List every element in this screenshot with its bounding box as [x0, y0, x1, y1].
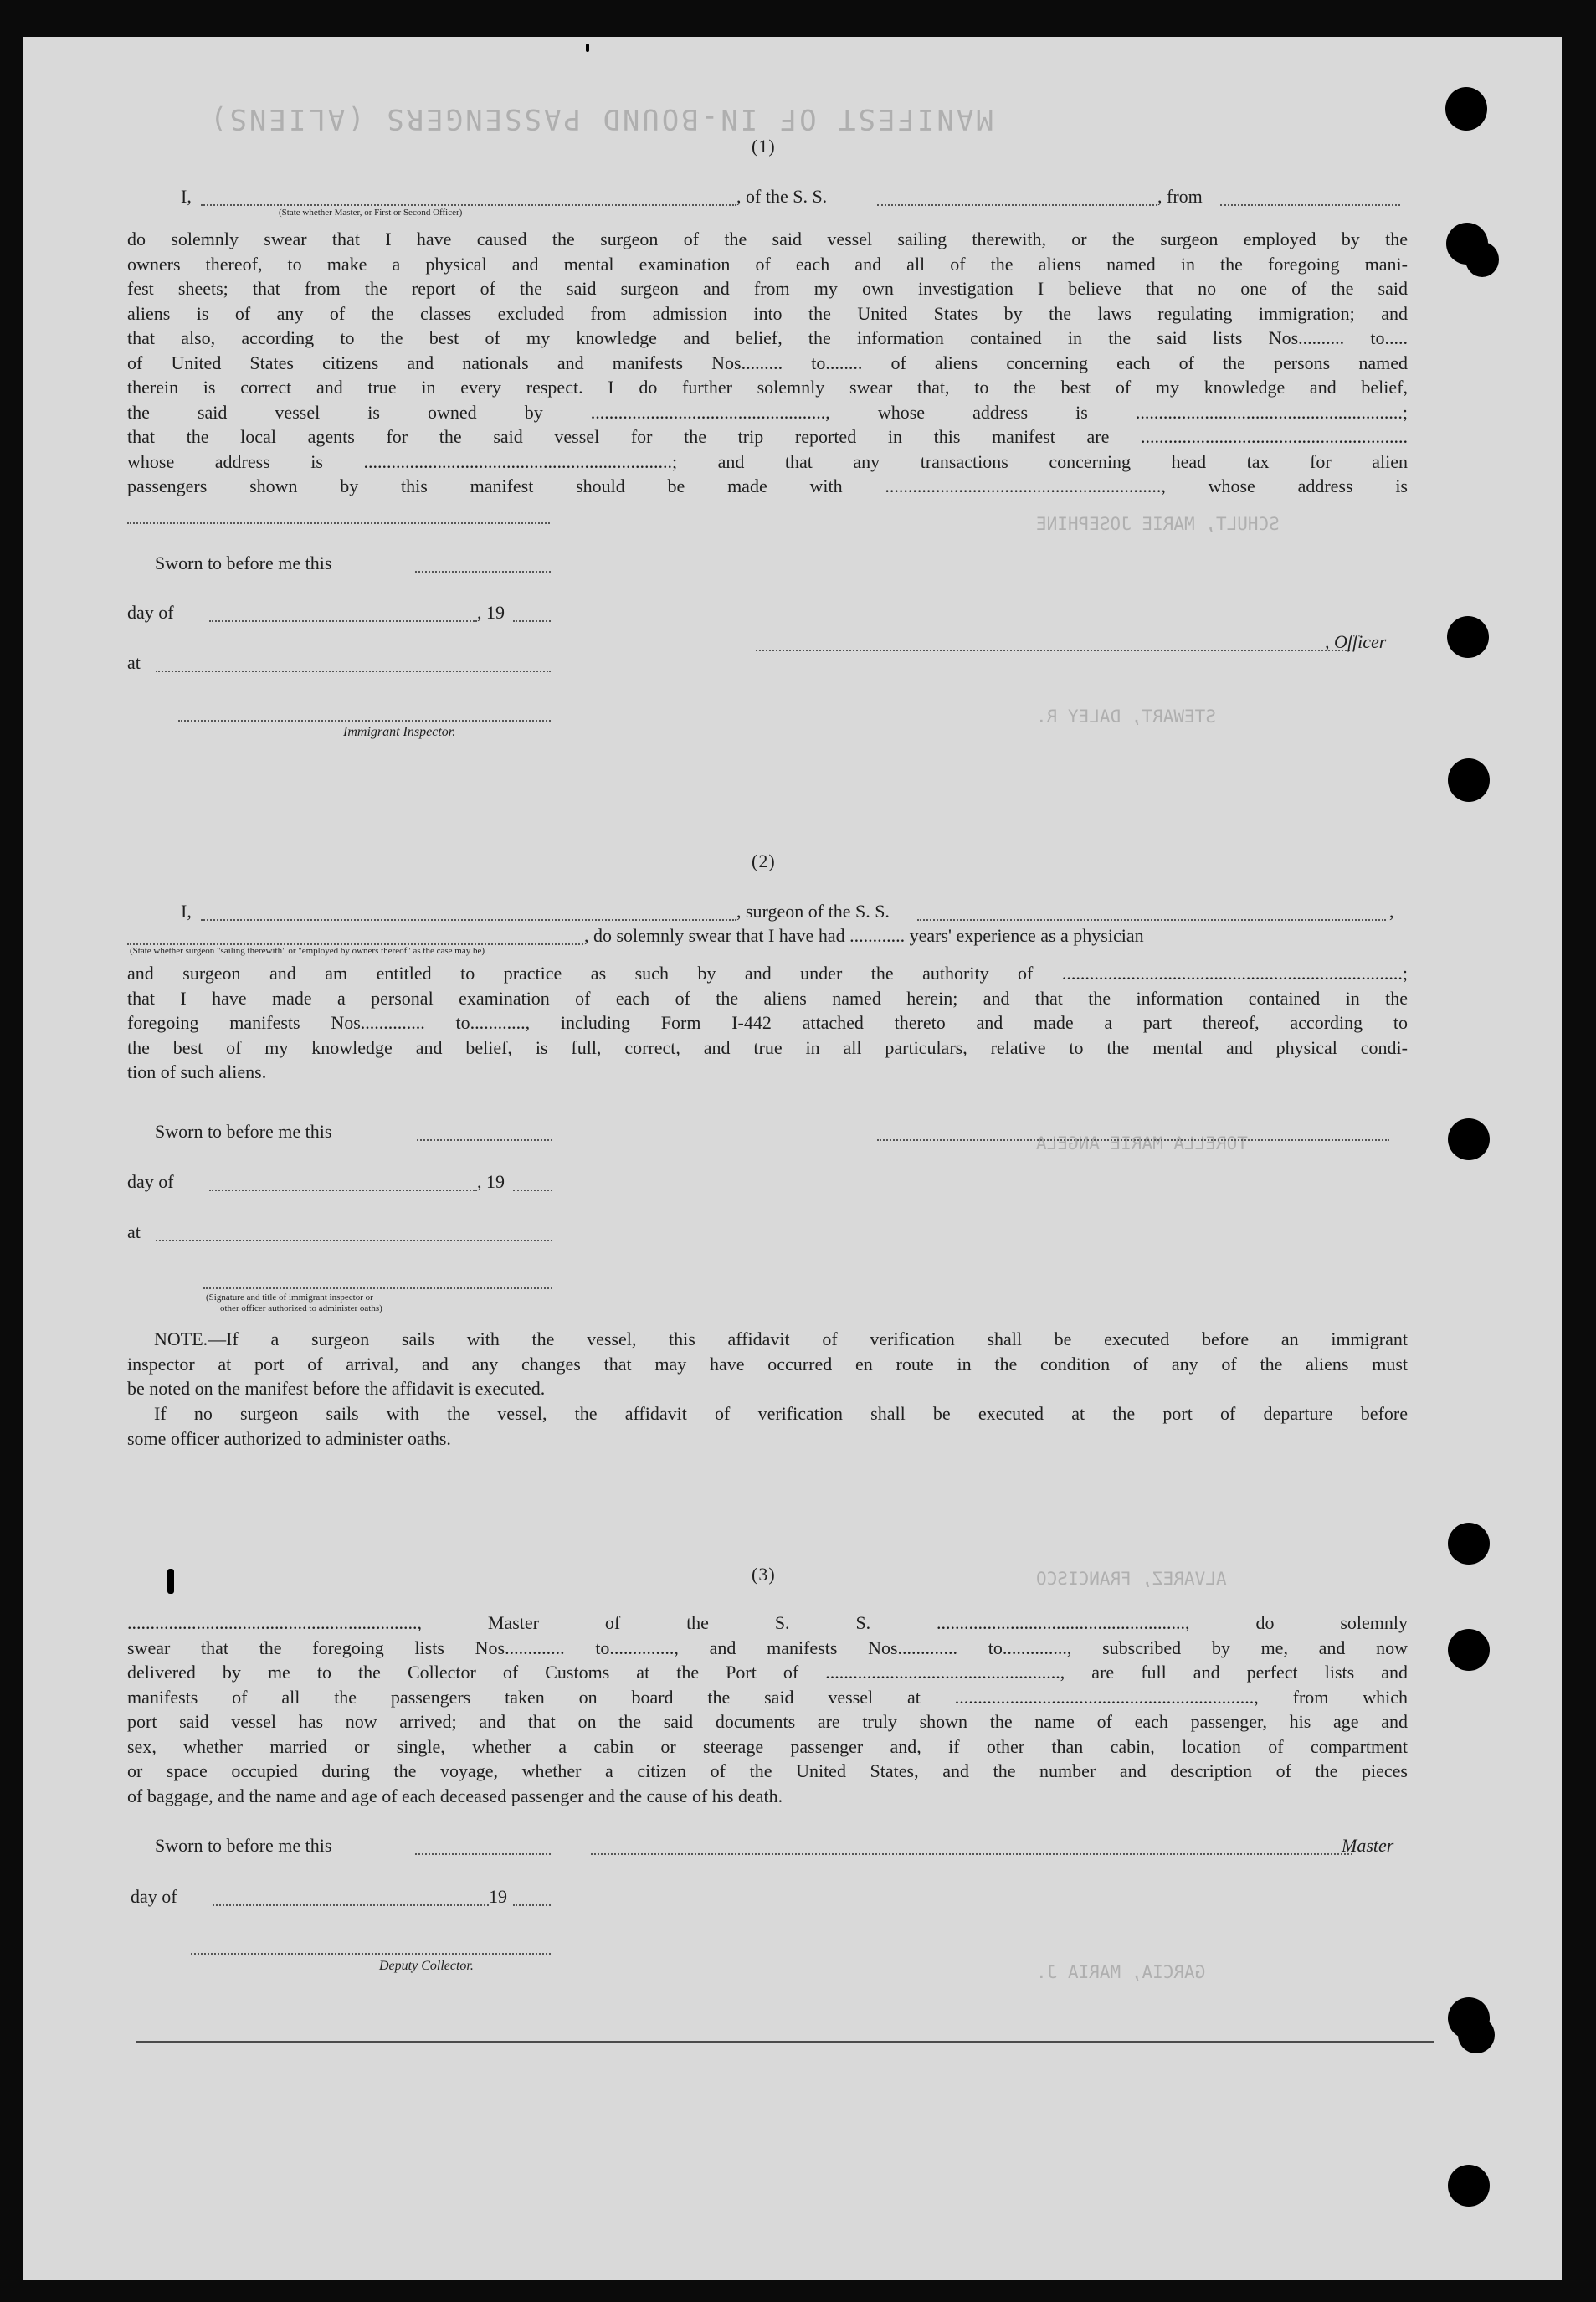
section-3-heading: (3): [752, 1564, 776, 1585]
oath-line: that the local agents for the said vessel for the trip reported in this manifest are ..........................................................: [127, 426, 1408, 447]
month-blank: [213, 1904, 489, 1906]
oath-line: that also, according to the best of my knowledge and belief, the information contained in the said lists Nos.......... to.....: [127, 327, 1408, 348]
note-label: NOTE.: [154, 1328, 208, 1349]
section-3-oath-paragraph: [127, 1611, 1408, 1809]
years-experience-line: , do solemnly swear that I have had ............ years' experience as a physician: [584, 925, 1144, 946]
oath-line: sex, whether married or single, whether a cabin or steerage passenger and, if other than cabin, location of compartment: [127, 1735, 1408, 1757]
section-1-i-label: I,: [181, 186, 192, 207]
at-label: at: [127, 1221, 141, 1242]
manifest-page: MANIFEST OF IN-BOUND PASSENGERS (ALIENS) SCHULT, MARIE JOSEPHINE STEWART, DALEY R. TORELLA MARIE ANGELA ALVAREZ, FRANCISCO GARCIA, MARIA J. (1) I, , of the S. S. , from (State whether Master, or First or Second Officer) do solemnly swear that I have caused the surgeon of the said vessel sailing therewith, or the surgeon employed by the owners thereof, to make a physical and mental examination of each and all of the aliens named in the foregoing mani- fest sheets; that from the report of the said surgeon and from my own investigation I believe that no one of the said aliens is of any of the classes excluded from admission into the United States by the laws regulating immigration; and that also, according to the best of my knowledge and belief, the information contained in the said lists Nos.......... to..... of United States citizens and nationals and manifests Nos......... to........ of aliens concerning each of the persons named therein is correct and true in every respect. I do further solemnly swear that, to the best of my knowledge and belief, the said vessel is owned by ..................................................., whose address is ..........................................................; that the local agents for the said vessel for the trip reported in this manifest are .......................................................... whose address is ...................................................................; and that any transactions concerning head tax for alien passengers shown by this manifest should be made with ............................................................, whose address is Sworn to before me this day of , 19 , Officer at Immigrant Inspector. (2) I, , surgeon of the S. S. , , do solemnly swear that I have had ............ years' experience as a physician (State whether surgeon "sailing therewith" or "employed by owners thereof" as the case may be) and surgeon and am entitled to practice as such by and under the authority of ..........................................................................; that I have made a personal examination of each of the aliens named herein; and that the information contained in the foregoing manifests Nos.............. to............, including Form I-442 attached thereto and made a part thereof, according to the best of my knowledge and belief, is full, correct, and true in all particulars, relative to the mental and physical condi- tion of such aliens. Sworn to before me this day of , 19 at (Signature and title of immigrant inspector or other officer authorized to administer oaths) NOTE.—If a surgeon sails with the vessel, this affidavit of verification shall be executed before an immigrant inspector at port of arrival, and any changes that may have occurred en route in the condition of any of the aliens must be noted on the manifest before the affidavit is executed. If no surgeon sails with the vessel, the affidavit of verification shall be executed at the port of departure before some officer authorized to administer oaths. (3) ..............................................................., Master of the S. S. ......................................................, do solemnly swear that the foregoing lists Nos............. to.............., and manifests Nos............. to.............., subscribed by me, and now delivered by me to the Collector of Customs at the Port of ..................................................., are full and perfect lists and manifests of all the passengers taken on board the said vessel at ................................................................., from which port said vessel has now arrived; and that on the said documents are truly shown the name of each passenger, his age and sex, whether married or single, whether a cabin or steerage passenger and, if other than cabin, location of compartment or space occupied during the voyage, whether a citizen of the United States, and the number and description of the pieces of baggage, and the name and age of each deceased passenger and the cause of his death. Sworn to before me this Master day of 19 Deputy Collector.: [23, 37, 1562, 2280]
sworn-date-blank: [415, 1853, 551, 1855]
surgeon-status-blank: [127, 943, 583, 945]
punch-hole: [1458, 2017, 1495, 2053]
day-of-label: day of: [127, 602, 174, 623]
section-1-oath-paragraph: [127, 227, 1408, 499]
note-line: some officer authorized to administer oaths.: [127, 1427, 451, 1449]
bottom-divider: [136, 2041, 1434, 2043]
punch-hole: [1465, 242, 1499, 277]
oath-line: fest sheets; that from the report of the said surgeon and from my own investigation I believe that no one of the said: [127, 278, 1408, 299]
year-blank: [513, 1904, 551, 1906]
sworn-date-blank: [417, 1139, 552, 1141]
oath-line: therein is correct and true in every respect. I do further solemnly swear that, to the best of my knowledge and belief,: [127, 377, 1408, 398]
month-blank: [209, 1190, 477, 1191]
surgeon-vessel-blank: [917, 919, 1386, 921]
note-paragraph: [127, 1327, 1408, 1452]
month-blank: [209, 620, 477, 622]
day-of-label: day of: [127, 1171, 174, 1192]
punch-hole: [1448, 758, 1490, 802]
signature-caption-2: other officer authorized to administer oaths): [220, 1303, 382, 1313]
punch-hole: [1448, 1629, 1490, 1671]
sworn-date-blank: [415, 571, 551, 573]
collector-signature-blank: [191, 1953, 551, 1955]
signature-caption-1: (Signature and title of immigrant inspector or: [206, 1292, 373, 1303]
note-line: If no surgeon sails with the vessel, the affidavit of verification shall be executed at the port of departure before: [154, 1403, 1408, 1424]
inspector-signature-blank: [178, 720, 551, 722]
oath-line: of baggage, and the name and age of each deceased passenger and the cause of his death.: [127, 1785, 783, 1806]
section-1-heading: (1): [752, 136, 776, 157]
vessel-name-blank: [877, 204, 1157, 206]
oath-line: the said vessel is owned by ..................................................., whose address is ..........................................................;: [127, 401, 1408, 423]
inspector-signature-blank: [203, 1287, 552, 1289]
year-blank: [513, 620, 551, 622]
officer-rank-caption: (State whether Master, or First or Second Officer): [279, 208, 463, 218]
oath-line: or space occupied during the voyage, whether a citizen of the United States, and the number and description of the pieces: [127, 1760, 1408, 1781]
note-line: inspector at port of arrival, and any changes that may have occurred en route in the condition of any of the aliens must: [127, 1353, 1408, 1375]
note-line: [127, 1327, 1408, 1352]
inspector-caption: Immigrant Inspector.: [343, 725, 456, 739]
of-the-ss-label: , of the S. S.: [736, 186, 828, 207]
oath-line: tion of such aliens.: [127, 1061, 267, 1082]
oath-line: swear that the foregoing lists Nos............. to.............., and manifests Nos............. to.............., subscribed by me, and now: [127, 1637, 1408, 1658]
note-line: be noted on the manifest before the affidavit is executed.: [127, 1378, 546, 1399]
oath-line: do solemnly swear that I have caused the surgeon of the said vessel sailing therewith, or the surgeon employed by the: [127, 229, 1408, 249]
year-label: , 19: [477, 1171, 505, 1192]
oath-line: delivered by me to the Collector of Customs at the Port of ..................................................., are full and perfect lists and: [127, 1662, 1408, 1683]
year-label: 19: [489, 1886, 507, 1907]
section-2-i-label: I,: [181, 901, 192, 922]
oath-line: that I have made a personal examination of each of the aliens named herein; and that the information contained in the: [127, 987, 1408, 1009]
oath-line: aliens is of any of the classes excluded from admission into the United States by the laws regulating immigration; and: [127, 302, 1408, 324]
comma: ,: [1389, 901, 1394, 922]
year-label: , 19: [477, 602, 505, 623]
at-label: at: [127, 652, 141, 673]
officer-name-blank: [201, 204, 736, 206]
oath-line: passengers shown by this manifest should be made with ............................................................, whose address is: [127, 475, 1408, 496]
section-2-oath-paragraph: [127, 961, 1408, 1085]
surgeon-name-blank: [201, 919, 736, 921]
year-blank: [513, 1190, 552, 1191]
master-label: Master: [1342, 1835, 1394, 1856]
from-label: , from: [1157, 186, 1203, 207]
oath-line: and surgeon and am entitled to practice as such by and under the authority of ..........................................................................;: [127, 963, 1408, 984]
surgeon-status-caption: (State whether surgeon "sailing therewith" or "employed by owners thereof" as the case may be): [130, 946, 485, 956]
agent-address-blank: [127, 522, 550, 524]
oath-line: owners thereof, to make a physical and mental examination of each and all of the aliens named in the foregoing mani-: [127, 253, 1408, 275]
surgeon-signature-blank: [877, 1139, 1389, 1141]
officer-label: , Officer: [1325, 631, 1387, 652]
sworn-label: Sworn to before me this: [155, 1121, 332, 1142]
punch-hole: [1448, 1118, 1490, 1160]
oath-line: port said vessel has now arrived; and that on the said documents are truly shown the name of each passenger, his age and: [127, 1711, 1408, 1732]
sworn-label: Sworn to before me this: [155, 552, 332, 573]
oath-line: whose address is ...................................................................; and that any transactions concerning head tax for alien: [127, 450, 1408, 472]
punch-hole: [1448, 1523, 1490, 1565]
ink-mark: [167, 1569, 174, 1594]
note-text: —If a surgeon sails with the vessel, this affidavit of verification shall be executed before an immigrant: [208, 1328, 1408, 1349]
punch-hole: [1448, 2165, 1490, 2207]
oath-line: foregoing manifests Nos.............. to............, including Form I-442 attached thereto and made a part thereof, according to: [127, 1012, 1408, 1033]
punch-hole: [1447, 616, 1489, 658]
master-signature-blank: [591, 1853, 1352, 1855]
oath-line: manifests of all the passengers taken on board the said vessel at ................................................................., from which: [127, 1686, 1408, 1708]
day-of-label: day of: [131, 1886, 177, 1907]
section-2-heading: (2): [752, 850, 776, 871]
collector-caption: Deputy Collector.: [379, 1959, 474, 1973]
oath-line: ..............................................................., Master of the S. S. ......................................................, do solemnly: [127, 1612, 1408, 1633]
officer-signature-blank: [756, 650, 1350, 651]
sworn-label: Sworn to before me this: [155, 1835, 332, 1856]
at-place-blank: [156, 671, 551, 672]
from-port-blank: [1220, 204, 1400, 206]
oath-line: the best of my knowledge and belief, is full, correct, and true in all particulars, relative to the mental and physical condi-: [127, 1036, 1408, 1058]
at-place-blank: [156, 1240, 552, 1241]
surgeon-of-ss-label: , surgeon of the S. S.: [736, 901, 890, 922]
oath-line: of United States citizens and nationals and manifests Nos......... to........ of aliens concerning each of the persons named: [127, 352, 1408, 373]
ink-mark: [586, 44, 589, 52]
punch-hole: [1445, 87, 1487, 131]
